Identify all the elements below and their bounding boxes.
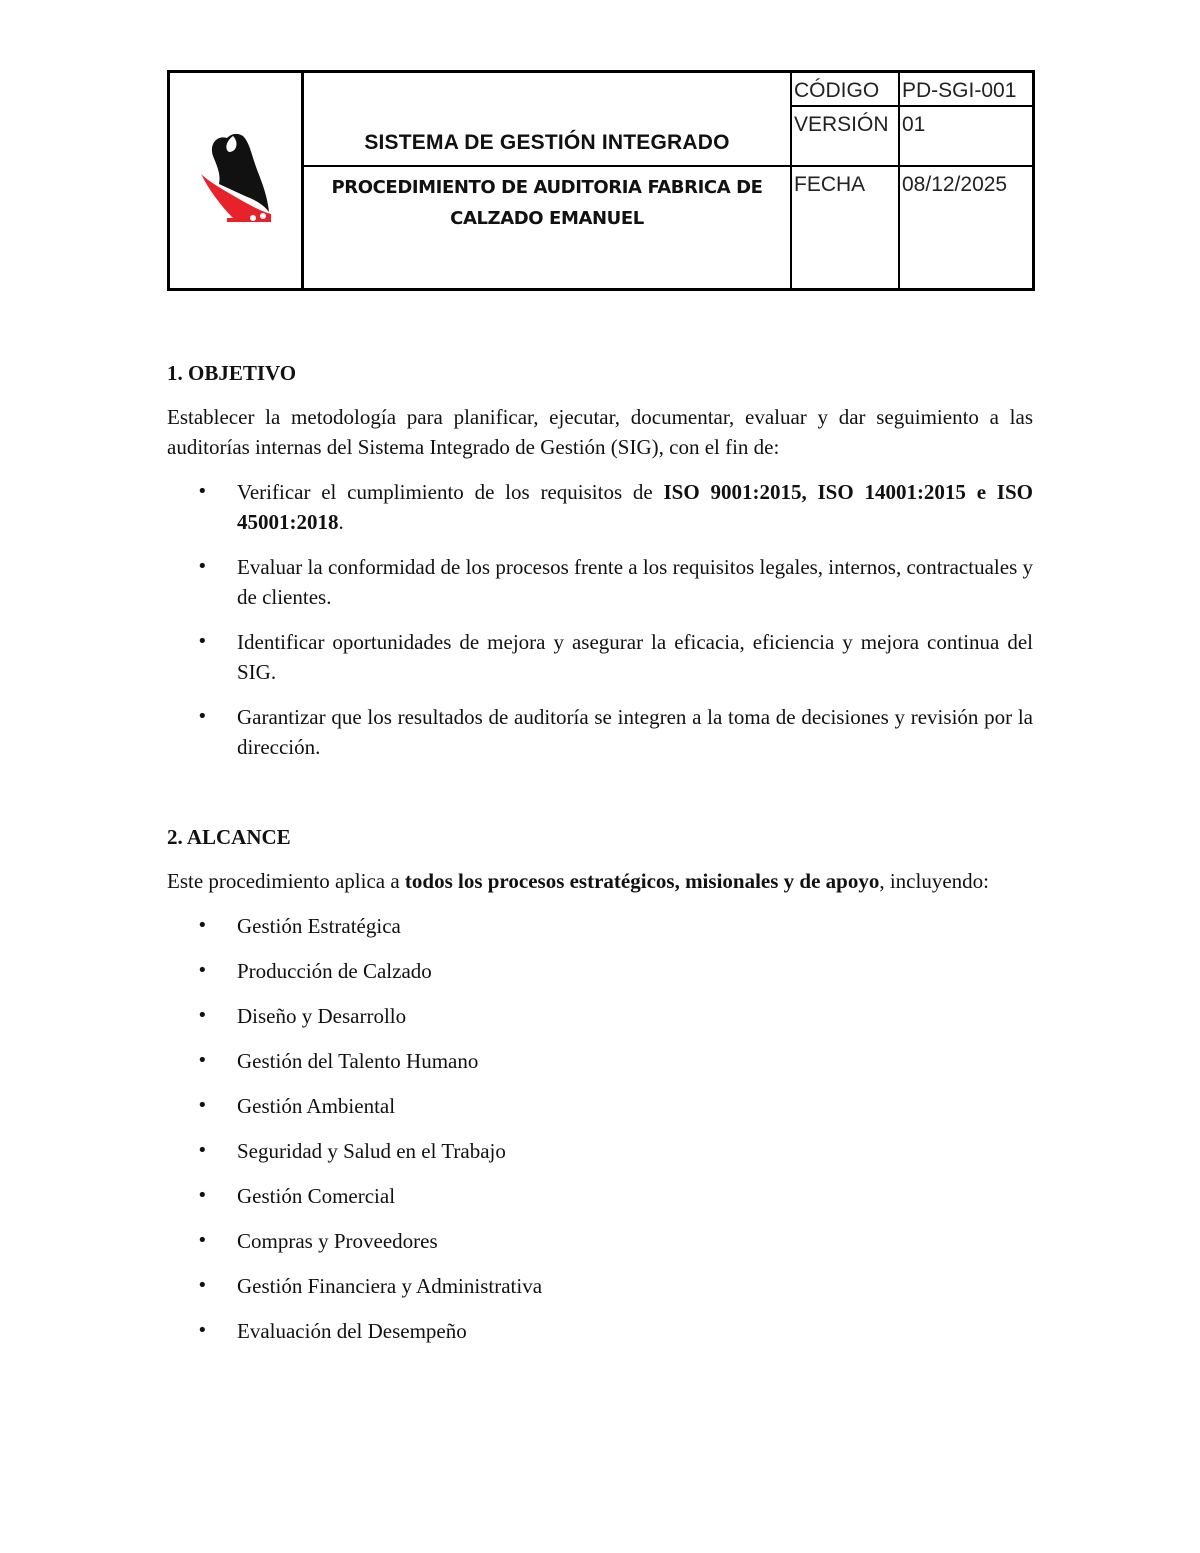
objetivo-heading: 1. OBJETIVO [167, 361, 297, 385]
list-item: • Evaluar la conformidad de los procesos frente a los requisitos legales, internos, contractuales y de clientes. [167, 552, 1033, 612]
alcance-heading: 2. ALCANCE [167, 825, 291, 849]
objetivo-section [167, 358, 1033, 762]
alcance-intro-bold: todos los procesos estratégicos, misionales y de apoyo [404, 869, 880, 893]
date-label: FECHA [794, 172, 866, 196]
date-label-cell [791, 166, 899, 290]
list-item: • Gestión Estratégica [167, 911, 1033, 941]
procedure-title-cell [303, 166, 792, 290]
list-item: • Compras y Proveedores [167, 1226, 1033, 1256]
code-value: PD-SGI-001 [902, 79, 1017, 102]
list-item: • Gestión Comercial [167, 1181, 1033, 1211]
version-value-cell [899, 106, 1034, 166]
list-item: • Diseño y Desarrollo [167, 1001, 1033, 1031]
objetivo-list [167, 477, 1033, 762]
document-header-table [167, 70, 1035, 291]
list-item: • Gestión Ambiental [167, 1091, 1033, 1121]
list-item: • Seguridad y Salud en el Trabajo [167, 1136, 1033, 1166]
logo-cell [169, 72, 303, 290]
iso-standards: ISO 9001:2015, ISO 14001:2015 e ISO 45001:2018 [237, 480, 1033, 534]
procedure-title: PROCEDIMIENTO DE AUDITORIA FABRICA DE CALZADO EMANUEL [331, 176, 763, 229]
objetivo-item1-end: . [338, 510, 344, 534]
date-value: 08/12/2025 [902, 172, 1008, 196]
code-label: CÓDIGO [794, 79, 880, 102]
system-title: SISTEMA DE GESTIÓN INTEGRADO [364, 131, 730, 154]
version-value: 01 [902, 112, 926, 136]
code-value-cell [899, 72, 1034, 106]
alcance-list [167, 911, 1033, 1346]
shoe-logo-icon [197, 130, 275, 226]
document-body [167, 358, 1033, 1346]
list-item: • Gestión Financiera y Administrativa [167, 1271, 1033, 1301]
system-title-cell [303, 72, 792, 166]
version-label: VERSIÓN [794, 112, 889, 136]
list-item: • Identificar oportunidades de mejora y asegurar la eficacia, eficiencia y mejora continua del SIG. [167, 627, 1033, 687]
date-value-cell [899, 166, 1034, 290]
list-item: • Garantizar que los resultados de auditoría se integren a la toma de decisiones y revisión por la dirección. [167, 702, 1033, 762]
objetivo-intro: Establecer la metodología para planificar, ejecutar, documentar, evaluar y dar seguimiento a las auditorías internas del Sistema Integrado de Gestión (SIG), con el fin de: [167, 405, 1033, 459]
list-item: • Gestión del Talento Humano [167, 1046, 1033, 1076]
objetivo-item1-text: Verificar el cumplimiento de los requisitos de [237, 480, 664, 504]
code-label-cell [791, 72, 899, 106]
list-item [167, 477, 1033, 537]
alcance-intro-end: , incluyendo: [879, 869, 989, 893]
version-label-cell [791, 106, 899, 166]
alcance-section [167, 822, 1033, 1346]
alcance-intro [167, 866, 1033, 896]
alcance-intro-text: Este procedimiento aplica a [167, 869, 405, 893]
list-item: • Producción de Calzado [167, 956, 1033, 986]
list-item: • Evaluación del Desempeño [167, 1316, 1033, 1346]
